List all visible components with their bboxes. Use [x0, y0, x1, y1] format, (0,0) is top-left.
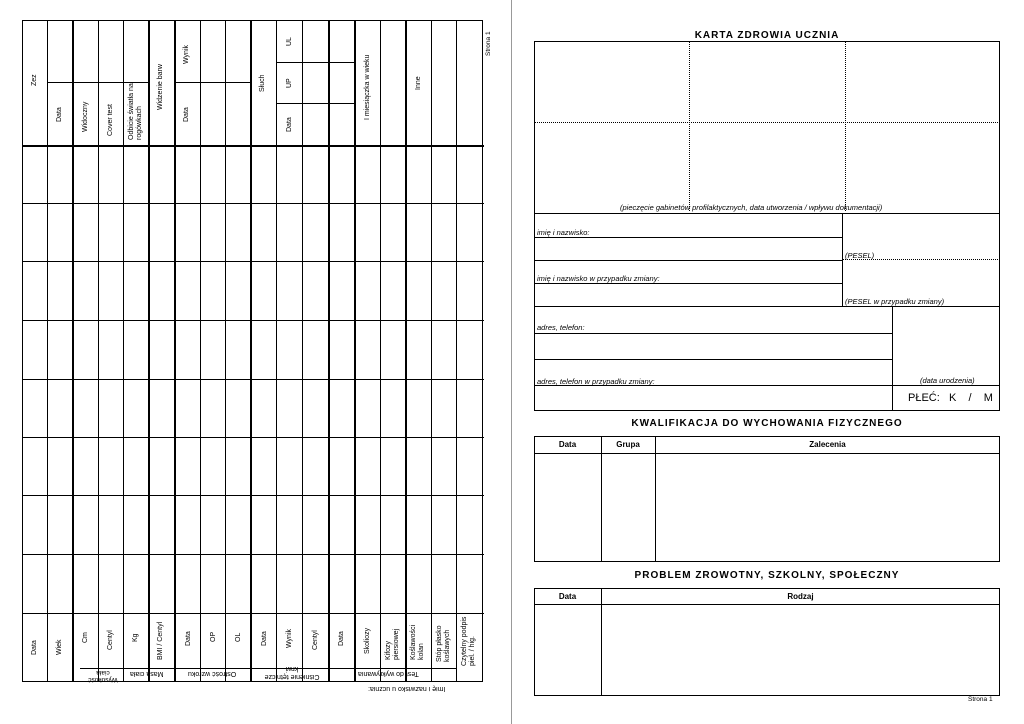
hdr-zez: Zez	[31, 74, 38, 86]
hdr-zez-data: Data	[56, 107, 63, 122]
grp-wysokosc: Wysokość ciała	[88, 669, 118, 683]
field-birth-date: (data urodzenia)	[920, 376, 975, 385]
ftr-podpis: Czytelny podpis piel. / hig.	[461, 616, 476, 666]
hdr-inne: Inne	[415, 76, 422, 90]
hdr-miesiaczka: I miesiączka w wieku	[364, 54, 371, 120]
ftr-skoliozy: Skoliozy	[364, 627, 371, 654]
hdr-zez-cover: Cover test	[107, 104, 114, 136]
left-table-frame	[22, 20, 483, 682]
section3-title: PROBLEM ZROWOTNY, SZKOLNY, SPOŁECZNY	[634, 570, 900, 581]
ftr-ol: OL	[235, 632, 242, 642]
field-pesel: (PESEL)	[845, 251, 875, 260]
ftr-op: OP	[210, 631, 217, 642]
field-pesel-change: (PESEL w przypadku zmiany)	[845, 297, 945, 306]
left-page-label: Strona 1	[485, 31, 492, 56]
stamp-caption: (pieczęcie gabinetów profilaktycznych, data utworzenia / wpływu dokumentacji)	[620, 203, 883, 212]
field-sex: PŁEĆ: K / M	[908, 392, 993, 404]
ftr-koslawosci: Koślawości kolan	[410, 624, 425, 660]
section3-col-data: Data	[558, 592, 577, 601]
field-address: adres, telefon:	[537, 323, 585, 332]
ftr-wiek: Wiek	[56, 639, 63, 655]
ftr-data2: Data	[185, 631, 192, 646]
hdr-barw: Widzenie barw	[157, 64, 164, 110]
hdr-sluch-ul: UL	[286, 37, 293, 46]
right-page-label: Strona 1	[968, 696, 993, 703]
left-page	[0, 0, 511, 724]
field-address-change: adres, telefon w przypadku zmiany:	[537, 377, 655, 386]
hdr-zez-odbicie: Odbicie światła na rogówkach	[128, 83, 143, 140]
section2-col-data: Data	[558, 440, 577, 449]
ftr-wynik: Wynik	[286, 629, 293, 648]
grp-test: Test do wykrywania	[358, 670, 419, 677]
section3-col-rodzaj: Rodzaj	[787, 592, 814, 601]
field-name-change: imię i nazwisko w przypadku zmiany:	[537, 274, 660, 283]
grp-cisnienie: Ciśnienie tętnicze krwi	[264, 665, 320, 680]
ftr-data: Data	[31, 640, 38, 655]
ftr-centyl1: Centyl	[107, 630, 114, 650]
hdr-sluch-data: Data	[286, 117, 293, 132]
hdr-sluch-up: UP	[286, 78, 293, 88]
ftr-kg: Kg	[132, 633, 139, 642]
grp-imie: Imię i nazwisko u ucznia:	[368, 685, 446, 692]
section2-col-grupa: Grupa	[616, 440, 640, 449]
ftr-bmi: BMI / Centyl	[157, 621, 164, 660]
grp-masa: Masa ciała	[130, 670, 164, 677]
section2-col-zalecenia: Zalecenia	[809, 440, 846, 449]
section2-table	[534, 436, 1000, 562]
ftr-kifozy: Kifozy piersiowej	[385, 628, 400, 660]
hdr-barw-data: Data	[183, 107, 190, 122]
ftr-centyl2: Centyl	[312, 630, 319, 650]
right-page	[512, 0, 1024, 724]
hdr-sluch: Słuch	[259, 74, 266, 92]
hdr-zez-widoczny: Widoczny	[82, 101, 89, 132]
hdr-barw-wynik: Wynik	[183, 45, 190, 64]
card-title: KARTA ZDROWIA UCZNIA	[694, 30, 840, 41]
card-frame	[534, 41, 1000, 411]
ftr-data3: Data	[261, 631, 268, 646]
ftr-stopa: Stóp płasko koślawych	[436, 625, 451, 662]
ftr-cm: Cm	[82, 632, 89, 643]
grp-ostrosc: Ostrość wzroku	[188, 670, 237, 677]
field-name: imię i nazwisko:	[537, 228, 590, 237]
section2-title: KWALIFIKACJA DO WYCHOWANIA FIZYCZNEGO	[631, 418, 903, 429]
ftr-data4: Data	[338, 631, 345, 646]
